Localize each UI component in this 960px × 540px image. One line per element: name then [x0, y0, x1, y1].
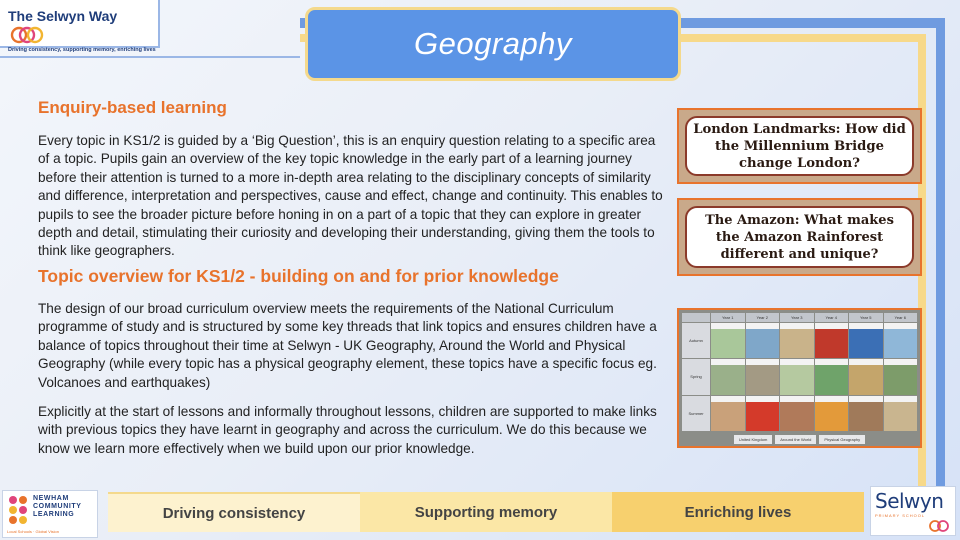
grid-topic-cell: [849, 323, 883, 358]
grid-topic-cell: [746, 359, 780, 394]
ncl-subtitle: Local Schools · Global Vision: [7, 529, 59, 534]
big-question-card-amazon: [677, 198, 922, 276]
grid-topic-cell: [711, 396, 745, 431]
section-heading-enquiry: Enquiry-based learning: [38, 98, 227, 117]
big-question-text: London Landmarks: How did the Millennium Bridge change London?: [685, 116, 914, 176]
rings-icon: [929, 519, 949, 533]
grid-topic-cell: [884, 359, 918, 394]
grid-topic-cell: [746, 323, 780, 358]
section-heading-topic-overview: Topic overview for KS1/2 - building on and for prior knowledge: [38, 266, 559, 286]
big-question-card-london: [677, 108, 922, 184]
legend-item: United Kingdom: [734, 435, 772, 444]
selwyn-wordmark: Selwyn: [875, 489, 944, 513]
value-enriching-lives: Enriching lives: [612, 492, 864, 532]
curriculum-legend: [682, 435, 917, 444]
big-question-text: The Amazon: What makes the Amazon Rainforest different and unique?: [685, 206, 914, 268]
frame-bar-right-blue: [936, 18, 945, 488]
grid-term-label: Autumn: [682, 323, 710, 358]
grid-topic-cell: [711, 323, 745, 358]
selwyn-subtitle: PRIMARY SCHOOL: [875, 513, 926, 518]
grid-corner: [682, 313, 710, 322]
value-driving-consistency: Driving consistency: [108, 492, 360, 532]
grid-year-header: Year 2: [746, 313, 780, 322]
value-supporting-memory: Supporting memory: [360, 492, 612, 532]
grid-year-header: Year 5: [849, 313, 883, 322]
grid-topic-cell: [884, 396, 918, 431]
grid-year-header: Year 1: [711, 313, 745, 322]
grid-topic-cell: [746, 396, 780, 431]
curriculum-grid: [682, 313, 917, 431]
curriculum-overview-table: [677, 308, 922, 448]
logo-title: The Selwyn Way: [8, 8, 118, 24]
section-paragraph-curriculum: The design of our broad curriculum overview meets the requirements of the National Curriculum programme of study and is structured by some key threads that link topics and ensures children have a balance of topics throughout their time at Selwyn - UK Geography, Around the World and Physical Geography (while every topic has a physical geography element, these topics have a specific focus eg. Volcanoes and earthquakes): [38, 301, 657, 390]
grid-topic-cell: [780, 323, 814, 358]
logo-tagline: Driving consistency, supporting memory, enriching lives: [8, 47, 156, 54]
legend-item: Physical Geography: [819, 435, 865, 444]
ncl-dots-icon: [7, 494, 33, 526]
rings-icon: [10, 26, 44, 44]
grid-year-header: Year 3: [780, 313, 814, 322]
grid-year-header: Year 4: [815, 313, 849, 322]
page-title: Geography: [414, 26, 572, 61]
section-paragraph-prior-knowledge: Explicitly at the start of lessons and informally throughout lessons, children are supported to make links with previous topics they have learnt in geography and across the curriculum. We do this because we know we learn more effectively when we build upon our prior knowledge.: [38, 404, 657, 456]
frame-line-left: [0, 56, 300, 58]
grid-topic-cell: [780, 396, 814, 431]
section-paragraph-enquiry: Every topic in KS1/2 is guided by a ‘Big Question’, this is an enquiry question relating to a specific area of a topic. Pupils gain an overview of the key topic knowledge in the early part of a learning journey before their attention is turned to a more in-depth area relating to the disciplinary concepts of similarity and difference, interpretation and perspectives, cause and effect, change and continuity. This enables to pupils to see the broader picture before honing in on a part of a topic that they can explore in greater depth and detail, stimulating their curiosity and developing their understanding, giving them the tools to think like geographers.: [38, 133, 663, 259]
grid-year-header: Year 6: [884, 313, 918, 322]
selwyn-way-logo: [0, 0, 160, 54]
grid-topic-cell: [711, 359, 745, 394]
selwyn-school-logo: [870, 486, 956, 536]
ncl-wordmark: NEWHAM COMMUNITY LEARNING: [33, 495, 82, 518]
grid-topic-cell: [884, 323, 918, 358]
grid-topic-cell: [815, 323, 849, 358]
grid-topic-cell: [780, 359, 814, 394]
legend-item: Around the World: [775, 435, 816, 444]
page-title-banner: [305, 7, 681, 81]
newham-community-learning-logo: [2, 490, 98, 538]
grid-topic-cell: [815, 396, 849, 431]
grid-term-label: Summer: [682, 396, 710, 431]
grid-topic-cell: [849, 396, 883, 431]
grid-topic-cell: [849, 359, 883, 394]
grid-term-label: Spring: [682, 359, 710, 394]
grid-topic-cell: [815, 359, 849, 394]
